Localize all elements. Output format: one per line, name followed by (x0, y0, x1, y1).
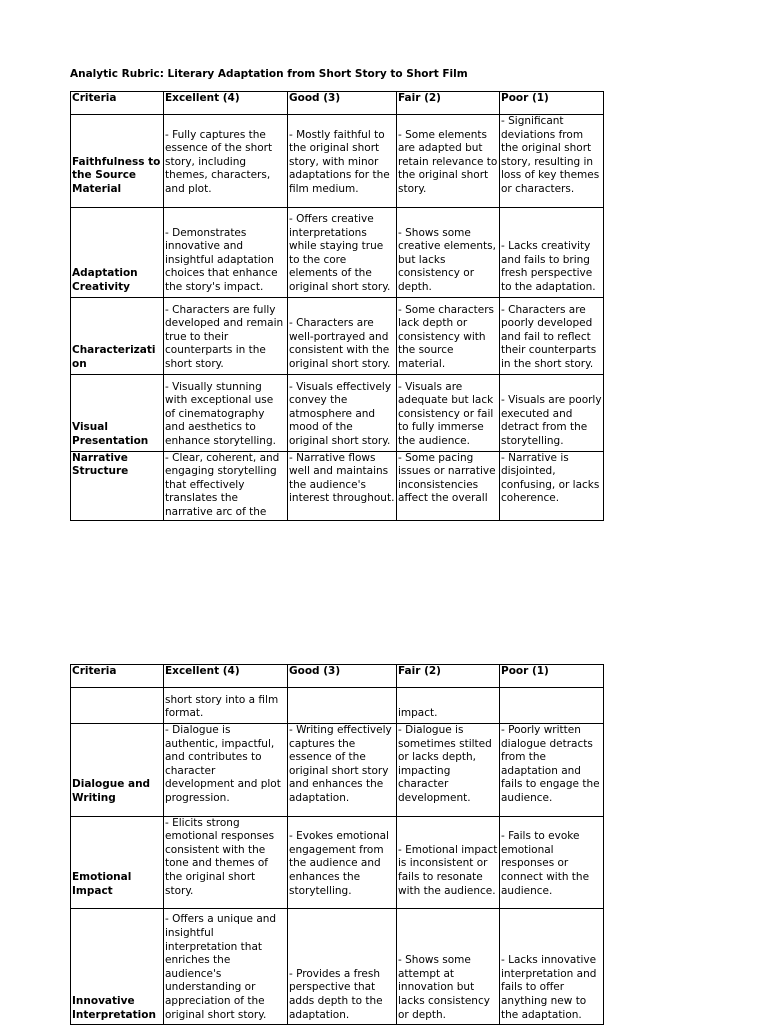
table-row (71, 374, 604, 451)
poor-cell: - Lacks creativity and fails to bring fresh perspective to the adaptation. (500, 207, 604, 297)
header-row (71, 92, 604, 115)
good-cell: - Offers creative interpretations while staying true to the core elements of the original short story. (288, 207, 397, 297)
good-cell: - Characters are well-portrayed and consistent with the original short story. (288, 297, 397, 374)
excellent-cell: - Clear, coherent, and engaging storytelling that effectively translates the narrative arc of the (164, 451, 288, 520)
poor-cell: - Narrative is disjointed, confusing, or lacks coherence. (500, 451, 604, 520)
criteria-cell: Emotional Impact (71, 816, 164, 909)
rubric-table-page-1 (70, 91, 604, 521)
criteria-cell: Visual Presentation (71, 374, 164, 451)
excellent-cell: - Offers a unique and insightful interpretation that enriches the audience's understanding or appreciation of the original short story. (164, 909, 288, 1025)
excellent-cell: - Elicits strong emotional responses consistent with the tone and themes of the original short story. (164, 816, 288, 909)
fair-cell: - Dialogue is sometimes stilted or lacks depth, impacting character development. (397, 724, 500, 817)
table-row (71, 115, 604, 208)
poor-cell: - Characters are poorly developed and fail to reflect their counterparts in the short story. (500, 297, 604, 374)
criteria-cell (71, 688, 164, 724)
poor-cell (500, 688, 604, 724)
fair-cell: - Some pacing issues or narrative inconsistencies affect the overall (397, 451, 500, 520)
table-row (71, 724, 604, 817)
poor-cell: - Significant deviations from the original short story, resulting in loss of key themes or characters. (500, 115, 604, 208)
table-row (71, 207, 604, 297)
fair-cell: - Visuals are adequate but lack consistency or fail to fully immerse the audience. (397, 374, 500, 451)
good-cell (288, 688, 397, 724)
excellent-cell: - Characters are fully developed and remain true to their counterparts in the short story. (164, 297, 288, 374)
excellent-cell: - Fully captures the essence of the short story, including themes, characters, and plot. (164, 115, 288, 208)
criteria-cell: Adaptation Creativity (71, 207, 164, 297)
table-row (71, 297, 604, 374)
fair-cell: - Shows some creative elements, but lacks consistency or depth. (397, 207, 500, 297)
fair-cell: - Some elements are adapted but retain relevance to the original short story. (397, 115, 500, 208)
header-good: Good (3) (288, 665, 397, 688)
header-excellent: Excellent (4) (164, 665, 288, 688)
header-row (71, 665, 604, 688)
rubric-table-page-2 (70, 664, 604, 1025)
table-row (71, 688, 604, 724)
fair-cell: - Shows some attempt at innovation but lacks consistency or depth. (397, 909, 500, 1025)
good-cell: - Narrative flows well and maintains the audience's interest throughout. (288, 451, 397, 520)
criteria-cell: Innovative Interpretation (71, 909, 164, 1025)
document-title: Analytic Rubric: Literary Adaptation from Short Story to Short Film (70, 68, 468, 80)
criteria-cell: Narrative Structure (71, 451, 164, 520)
header-poor: Poor (1) (500, 92, 604, 115)
header-criteria: Criteria (71, 665, 164, 688)
good-cell: - Writing effectively captures the essence of the original short story and enhances the adaptation. (288, 724, 397, 817)
header-fair: Fair (2) (397, 92, 500, 115)
poor-cell: - Visuals are poorly executed and detract from the storytelling. (500, 374, 604, 451)
fair-cell: - Emotional impact is inconsistent or fails to resonate with the audience. (397, 816, 500, 909)
good-cell: - Mostly faithful to the original short story, with minor adaptations for the film medium. (288, 115, 397, 208)
criteria-cell: Faithfulness to the Source Material (71, 115, 164, 208)
table-row (71, 909, 604, 1025)
fair-cell: - Some characters lack depth or consistency with the source material. (397, 297, 500, 374)
excellent-cell: short story into a film format. (164, 688, 288, 724)
good-cell: - Evokes emotional engagement from the audience and enhances the storytelling. (288, 816, 397, 909)
table-row (71, 451, 604, 520)
header-fair: Fair (2) (397, 665, 500, 688)
criteria-cell: Dialogue and Writing (71, 724, 164, 817)
poor-cell: - Lacks innovative interpretation and fails to offer anything new to the adaptation. (500, 909, 604, 1025)
criteria-cell: Characterization (71, 297, 164, 374)
good-cell: - Provides a fresh perspective that adds depth to the adaptation. (288, 909, 397, 1025)
poor-cell: - Fails to evoke emotional responses or connect with the audience. (500, 816, 604, 909)
excellent-cell: - Visually stunning with exceptional use of cinematography and aesthetics to enhance storytelling. (164, 374, 288, 451)
header-criteria: Criteria (71, 92, 164, 115)
header-poor: Poor (1) (500, 665, 604, 688)
header-excellent: Excellent (4) (164, 92, 288, 115)
excellent-cell: - Demonstrates innovative and insightful adaptation choices that enhance the story's impact. (164, 207, 288, 297)
table-row (71, 816, 604, 909)
good-cell: - Visuals effectively convey the atmosphere and mood of the original short story. (288, 374, 397, 451)
excellent-cell: - Dialogue is authentic, impactful, and contributes to character development and plot progression. (164, 724, 288, 817)
header-good: Good (3) (288, 92, 397, 115)
fair-cell: impact. (397, 688, 500, 724)
poor-cell: - Poorly written dialogue detracts from the adaptation and fails to engage the audience. (500, 724, 604, 817)
